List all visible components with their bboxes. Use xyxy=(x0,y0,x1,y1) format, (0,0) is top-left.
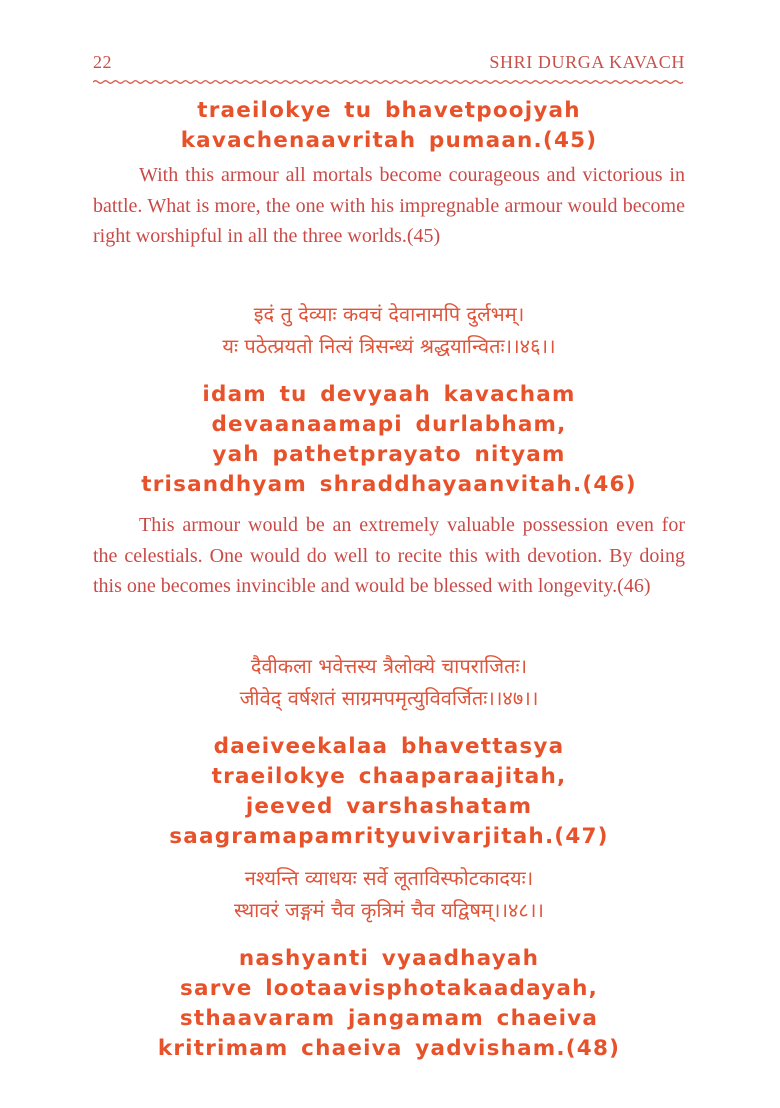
verse-line: यः पठेत्प्रयतो नित्यं त्रिसन्ध्यं श्रद्धयान्वितः।।४६।। xyxy=(222,334,556,358)
sanskrit-verse-47 xyxy=(93,650,685,714)
sanskrit-verse-48 xyxy=(93,862,685,926)
verse-line: kritrimam chaeiva yadvisham.(48) xyxy=(157,1036,621,1061)
decorative-wavy-rule xyxy=(93,79,685,85)
verse-line: nashyanti vyaadhayah xyxy=(238,946,540,971)
verse-line: दैवीकला भवेत्तस्य त्रैलोक्ये चापराजितः। xyxy=(250,654,528,678)
verse-line: jeeved varshashatam xyxy=(245,794,533,819)
verse-line: daeiveekalaa bhavettasya xyxy=(213,734,565,759)
verse-line: kavachenaavritah pumaan.(45) xyxy=(180,128,598,153)
verse-line: devaanaamapi durlabham, xyxy=(211,412,567,437)
transliteration-verse-45 xyxy=(93,96,685,156)
verse-line: trisandhyam shraddhayaanvitah.(46) xyxy=(141,472,637,497)
verse-line: sthaavaram jangamam chaeiva xyxy=(179,1006,599,1031)
verse-line: idam tu devyaah kavacham xyxy=(202,382,576,407)
verse-line: saagramapamrityuvivarjitah.(47) xyxy=(169,824,609,849)
verse-line: sarve lootaavisphotakaadayah, xyxy=(180,976,598,1001)
sanskrit-verse-46 xyxy=(93,298,685,362)
verse-line: नश्यन्ति व्याधयः सर्वे लूताविस्फोटकादयः। xyxy=(244,866,534,890)
verse-line: इदं तु देव्याः कवचं देवानामपि दुर्लभम्। xyxy=(253,302,525,326)
translation-verse-46: This armour would be an extremely valuable possession even for the celestials. One would do well to recite this with devotion. By doing this one becomes invincible and would be blessed with longevity.(46) xyxy=(93,514,685,597)
verse-line: traeilokye chaaparaajitah, xyxy=(211,764,567,789)
transliteration-verse-47 xyxy=(93,732,685,852)
running-title: SHRI DURGA KAVACH xyxy=(489,52,685,72)
transliteration-verse-48 xyxy=(93,944,685,1064)
verse-line: स्थावरं जङ्गमं चैव कृत्रिमं चैव यद्विषम्।।४८।। xyxy=(234,898,544,922)
verse-line: yah pathetprayato nityam xyxy=(212,442,566,467)
page-header xyxy=(93,52,685,78)
page-number: 22 xyxy=(93,52,112,72)
verse-line: जीवेद् वर्षशतं साग्रमपमृत्युविवर्जितः।।४७।। xyxy=(239,686,539,710)
verse-line: traeilokye tu bhavetpoojyah xyxy=(197,98,581,123)
translation-verse-45: With this armour all mortals become courageous and victorious in battle. What is more, the one with his impregnable armour would become right worshipful in all the three worlds.(45) xyxy=(93,164,685,247)
transliteration-verse-46 xyxy=(93,380,685,500)
